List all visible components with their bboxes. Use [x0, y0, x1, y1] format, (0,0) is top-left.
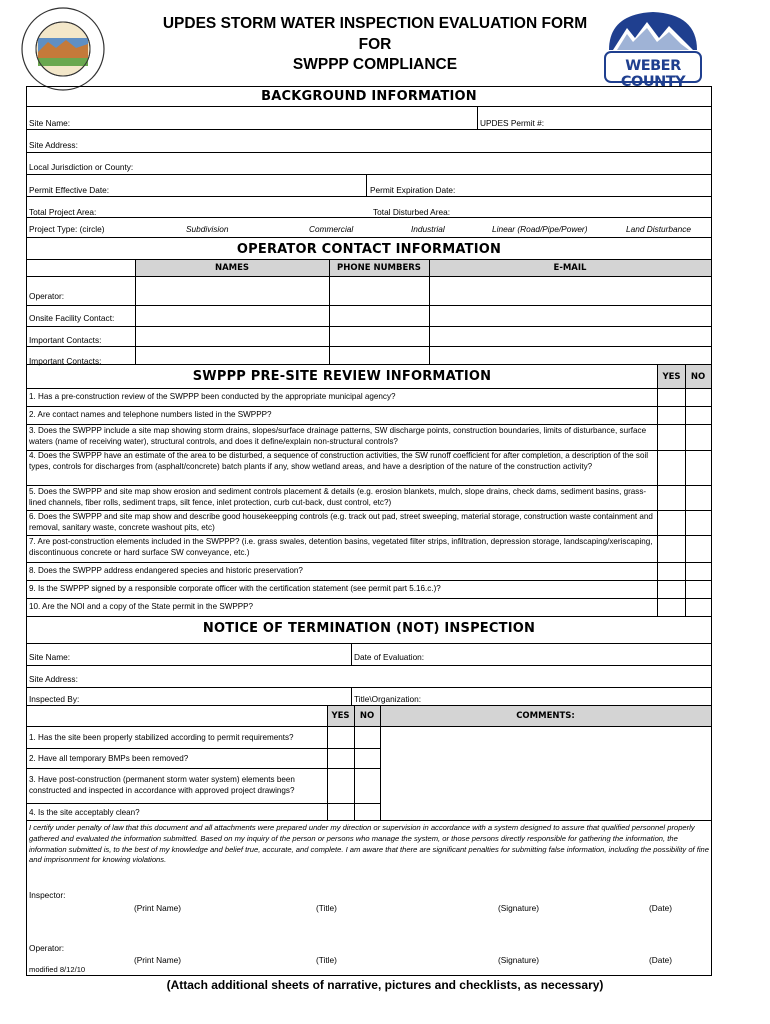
- important-contact-row: [27, 327, 711, 347]
- site-address-row: [27, 130, 711, 153]
- project-type-label: Project Type: (circle): [29, 224, 105, 234]
- review-yes-header: YES: [662, 372, 681, 382]
- not-q2: 2. Have all temporary BMPs been removed?: [29, 754, 189, 763]
- not-yes-header: YES: [331, 711, 350, 721]
- site-name-label: Site Name:: [29, 118, 71, 128]
- col-phone: PHONE NUMBERS: [337, 263, 421, 273]
- review-q2: 2. Are contact names and telephone numbers listed in the SWPPP?: [29, 410, 272, 419]
- weber-county-text: WEBER COUNTY: [620, 58, 686, 90]
- operator-heading-row: [27, 237, 711, 260]
- inspected-by-label: Inspected By:: [29, 694, 80, 704]
- important-contact-label: Important Contacts:: [29, 356, 102, 366]
- total-area-label: Total Project Area:: [29, 207, 97, 217]
- type-land-disturbance[interactable]: Land Disturbance: [626, 224, 692, 234]
- not-site-name-label: Site Name:: [29, 652, 71, 662]
- review-q9: 9. Is the SWPPP signed by a responsible corporate officer with the certification statement (see permit part 5.16.c.)?: [29, 584, 441, 593]
- divider: [477, 107, 478, 130]
- type-linear[interactable]: Linear (Road/Pipe/Power): [492, 224, 588, 234]
- comments-header: COMMENTS:: [516, 711, 575, 721]
- title-line-3: SWPPP COMPLIANCE: [292, 56, 458, 73]
- review-q10: 10. Are the NOI and a copy of the State permit in the SWPPP?: [29, 602, 254, 611]
- operator-date: (Date): [649, 955, 673, 965]
- not-site-address-label: Site Address:: [29, 674, 78, 684]
- onsite-contact-label: Onsite Facility Contact:: [29, 313, 115, 323]
- area-row: [27, 197, 711, 218]
- footer-note: (Attach additional sheets of narrative, pictures and checklists, as necessary): [166, 978, 604, 992]
- permit-effective-label: Permit Effective Date:: [29, 185, 110, 195]
- inspector-signature: (Signature): [498, 903, 540, 913]
- not-heading: NOTICE OF TERMINATION (NOT) INSPECTION: [202, 621, 536, 636]
- onsite-contact-row: [27, 306, 711, 327]
- review-q3: 3. Does the SWPPP include a site map showing storm drains, slopes/surface drainage patterns, SW discharge points, construction boundaries, limits of disturbance, surface waters (name of receiving water), structural controls, and does it define/explain non-structural controls?: [29, 426, 647, 446]
- project-type-row: [27, 218, 711, 238]
- jurisdiction-label: Local Jurisdiction or County:: [29, 162, 134, 172]
- col-names: NAMES: [214, 263, 250, 273]
- review-q7: 7. Are post-construction elements included in the SWPPP? (i.e. grass swales, detention basins, vegetated filter strips, infiltration, depression storage, landscaping/xeriscaping, discontinuous concrete or hard surface SW conveyance, etc.): [29, 537, 653, 557]
- type-commercial[interactable]: Commercial: [309, 224, 354, 234]
- permit-dates-row: [27, 175, 711, 197]
- review-no-header: NO: [690, 372, 706, 382]
- important-contact-label: Important Contacts:: [29, 335, 102, 345]
- divider: [366, 175, 367, 197]
- divider: [351, 644, 352, 666]
- inspector-title: (Title): [316, 903, 337, 913]
- inspector-date: (Date): [649, 903, 673, 913]
- col-email: E-MAIL: [553, 263, 587, 273]
- divider: [351, 688, 352, 706]
- review-q4: 4. Does the SWPPP have an estimate of the area to be disturbed, a sequence of construction activities, the SW runoff coefficient for after completion, a description of the soil types, controls for discharges from (asphalt/concrete) batch plants if any, show wetland areas, and have a desription of the nature of the construction activity?: [29, 451, 649, 471]
- type-subdivision[interactable]: Subdivision: [186, 224, 229, 234]
- title-line-1: UPDES STORM WATER INSPECTION EVALUATION FORM: [162, 15, 588, 32]
- operator-title: (Title): [316, 955, 337, 965]
- weber-county-logo: [603, 8, 703, 90]
- certification-statement: I certify under penalty of law that this document and all attachments were prepared under my direction or supervision in accordance with a system designed to assure that qualified personnel properly gathered and evaluated the information submitted. Based on my inquiry of the person or persons who manage the system, or those persons directly responsible for gathering the information, the information submitted is, to the best of my knowledge and belief true, accurate, and complete. I am aware that there are significant penalties for submitting false information, including the possibility of fine and imprisonment for knowing violations.: [29, 823, 710, 865]
- not-q1: 1. Has the site been properly stabilized according to permit requirements?: [29, 733, 294, 742]
- review-q1: 1. Has a pre-construction review of the SWPPP been conducted by the appropriate municipal agency?: [29, 392, 396, 401]
- operator-heading: OPERATOR CONTACT INFORMATION: [236, 242, 502, 257]
- inspector-print-name: (Print Name): [134, 903, 182, 913]
- permit-expiration-label: Permit Expiration Date:: [370, 185, 456, 195]
- title-organization-label: Title\Organization:: [354, 694, 422, 704]
- review-heading: SWPPP PRE-SITE REVIEW INFORMATION: [192, 369, 492, 384]
- site-name-row: [27, 107, 711, 130]
- not-q4: 4. Is the site acceptably clean?: [29, 808, 140, 817]
- inspector-label: Inspector:: [29, 890, 66, 900]
- site-address-label: Site Address:: [29, 140, 78, 150]
- not-site-address-row: [27, 666, 711, 688]
- operator-print-name: (Print Name): [134, 955, 182, 965]
- operator-signature: (Signature): [498, 955, 540, 965]
- review-q8: 8. Does the SWPPP address endangered species and historic preservation?: [29, 566, 303, 575]
- permit-number-label: UPDES Permit #:: [480, 118, 545, 128]
- operator-label: Operator:: [29, 291, 65, 301]
- modified-date: modified 8/12/10: [29, 965, 86, 974]
- not-no-header: NO: [359, 711, 375, 721]
- utah-deq-seal: [18, 4, 108, 94]
- review-q6: 6. Does the SWPPP and site map show and describe good housekeepping controls (e.g. track out pad, street sweeping, material storage, construction waste containment and removal, sanitary waste, concrete washout pits, etc): [29, 512, 653, 532]
- operator-row: [27, 277, 711, 306]
- disturbed-area-label: Total Disturbed Area:: [373, 207, 451, 217]
- important-contact-row: [27, 347, 711, 365]
- not-q3: 3. Have post-construction (permanent storm water system) elements been constructed and inspected in accordance with approved project drawings?: [29, 775, 295, 795]
- form-title: [140, 14, 610, 76]
- operator-sign-label: Operator:: [29, 943, 65, 953]
- date-of-evaluation-label: Date of Evaluation:: [354, 652, 425, 662]
- type-industrial[interactable]: Industrial: [411, 224, 445, 234]
- review-q5: 5. Does the SWPPP and site map show erosion and sediment controls placement & details (e.g. erosion blankets, mulch, slope drains, check dams, sediment basins, grass-lined channels, fiber rolls, sediment traps, silt fence, inlet protection, curb cut-back, dust control, etc?): [29, 487, 647, 507]
- title-line-2: FOR: [358, 35, 392, 53]
- background-heading: BACKGROUND INFORMATION: [261, 89, 477, 104]
